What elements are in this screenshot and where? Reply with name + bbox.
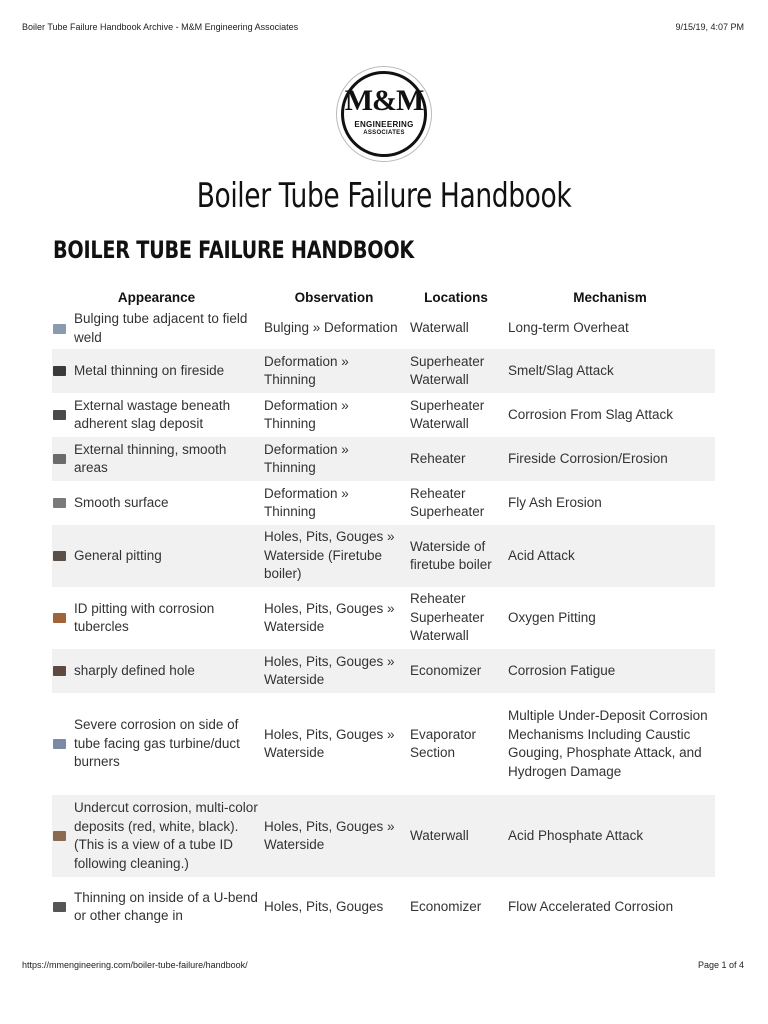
thumbnail-cell	[52, 437, 71, 481]
location-cell: Superheater Waterwall	[407, 349, 505, 393]
failure-thumbnail-icon[interactable]	[53, 454, 66, 464]
thumbnail-cell	[52, 649, 71, 693]
location-cell: Reheater Superheater Waterwall	[410, 591, 485, 644]
table-row	[52, 877, 715, 937]
appearance-cell: Bulging tube adjacent to field weld	[74, 311, 248, 345]
location-cell: Economizer	[410, 898, 482, 914]
table-row	[52, 308, 715, 349]
thumbnail-cell	[52, 481, 71, 525]
failure-thumbnail-icon[interactable]	[53, 498, 66, 508]
observation-cell[interactable]: Deformation » Thinning	[264, 485, 349, 519]
header-mechanism: Mechanism	[573, 289, 647, 305]
table-row	[52, 525, 715, 587]
section-heading: BOILER TUBE FAILURE HANDBOOK	[53, 236, 415, 264]
page-url: https://mmengineering.com/boiler-tube-failure/handbook/	[22, 960, 248, 970]
page-number: Page 1 of 4	[697, 960, 744, 970]
thumbnail-cell	[52, 693, 71, 795]
mechanism-cell: Oxygen Pitting	[508, 609, 596, 625]
failure-thumbnail-icon[interactable]	[53, 613, 66, 623]
mechanism-cell: Corrosion From Slag Attack	[508, 406, 674, 422]
mechanism-cell: Long-term Overheat	[508, 320, 629, 336]
header-appearance: Appearance	[117, 289, 196, 305]
observation-cell[interactable]: Holes, Pits, Gouges » Waterside	[264, 600, 395, 634]
location-cell: Superheater Waterwall	[410, 397, 485, 431]
mechanism-cell: Fireside Corrosion/Erosion	[505, 437, 715, 481]
logo-text-associates: ASSOCIATES	[363, 130, 405, 136]
table-row	[52, 393, 715, 437]
failure-thumbnail-icon[interactable]	[53, 902, 66, 912]
mechanism-cell: Flow Accelerated Corrosion	[508, 898, 674, 914]
mechanism-cell: Acid Attack	[505, 525, 715, 587]
location-cell: Waterwall	[407, 795, 505, 877]
mechanism-cell: Corrosion Fatigue	[505, 649, 715, 693]
mechanism-cell: Fly Ash Erosion	[508, 494, 602, 510]
table-row	[52, 349, 715, 393]
thumbnail-cell	[52, 393, 71, 437]
mechanism-cell: Multiple Under-Deposit Corrosion Mechanisms Including Caustic Gouging, Phosphate Attack, and Hydrogen Damage	[508, 708, 708, 779]
failure-thumbnail-icon[interactable]	[53, 366, 66, 376]
appearance-cell: External thinning, smooth areas	[71, 437, 261, 481]
location-cell: Waterside of firetube boiler	[407, 525, 505, 587]
table-row	[52, 649, 715, 693]
table-header-row	[52, 286, 715, 308]
table-row	[52, 481, 715, 525]
observation-cell[interactable]: Holes, Pits, Gouges » Waterside	[261, 649, 407, 693]
failure-thumbnail-icon[interactable]	[53, 831, 66, 841]
table-row	[52, 437, 715, 481]
header-locations: Locations	[424, 289, 488, 305]
appearance-cell: ID pitting with corrosion tubercles	[74, 600, 215, 634]
header-observation: Observation	[294, 289, 374, 305]
thumbnail-cell	[52, 587, 71, 649]
thumbnail-cell	[52, 525, 71, 587]
observation-cell[interactable]: Bulging » Deformation	[264, 320, 398, 336]
observation-cell[interactable]: Deformation » Thinning	[261, 437, 407, 481]
print-timestamp: 9/15/19, 4:07 PM	[675, 22, 744, 32]
logo-ring	[341, 71, 427, 157]
location-cell: Waterwall	[410, 320, 469, 336]
location-cell: Reheater	[407, 437, 505, 481]
thumbnail-cell	[52, 795, 71, 877]
appearance-cell: External wastage beneath adherent slag deposit	[74, 397, 231, 431]
table-row	[52, 693, 715, 795]
appearance-cell: Thinning on inside of a U-bend or other change in	[74, 889, 258, 923]
observation-cell[interactable]: Holes, Pits, Gouges » Waterside	[261, 795, 407, 877]
appearance-cell: Severe corrosion on side of tube facing gas turbine/duct burners	[74, 717, 240, 770]
thumbnail-cell	[52, 308, 71, 349]
thumbnail-cell	[52, 349, 71, 393]
failure-table	[52, 286, 715, 937]
appearance-cell: General pitting	[71, 525, 261, 587]
location-cell: Economizer	[407, 649, 505, 693]
appearance-cell: Metal thinning on fireside	[71, 349, 261, 393]
table-row	[52, 587, 715, 649]
observation-cell[interactable]: Holes, Pits, Gouges » Waterside	[264, 726, 395, 760]
thumbnail-cell	[52, 877, 71, 937]
appearance-cell: sharply defined hole	[71, 649, 261, 693]
browser-page-title: Boiler Tube Failure Handbook Archive - M&M Engineering Associates	[22, 22, 299, 32]
observation-cell[interactable]: Deformation » Thinning	[261, 349, 407, 393]
appearance-cell: Undercut corrosion, multi-color deposits (red, white, black). (This is a view of a tube ID following cleaning.)	[71, 795, 261, 877]
failure-thumbnail-icon[interactable]	[53, 324, 66, 334]
mechanism-cell: Acid Phosphate Attack	[505, 795, 715, 877]
location-cell: Evaporator Section	[410, 726, 477, 760]
failure-thumbnail-icon[interactable]	[53, 551, 66, 561]
table-row	[52, 795, 715, 877]
observation-cell[interactable]: Holes, Pits, Gouges » Waterside (Firetube boiler)	[261, 525, 407, 587]
company-logo[interactable]	[336, 66, 432, 162]
logo-text-engineering: ENGINEERING	[354, 120, 414, 129]
observation-cell[interactable]: Holes, Pits, Gouges	[264, 898, 384, 914]
failure-thumbnail-icon[interactable]	[53, 739, 66, 749]
failure-thumbnail-icon[interactable]	[53, 666, 66, 676]
observation-cell[interactable]: Deformation » Thinning	[264, 397, 349, 431]
table-body	[52, 308, 715, 937]
appearance-cell: Smooth surface	[74, 494, 169, 510]
logo-mark: M&M	[344, 84, 424, 117]
location-cell: Reheater Superheater	[410, 485, 485, 519]
mechanism-cell: Smelt/Slag Attack	[505, 349, 715, 393]
failure-thumbnail-icon[interactable]	[53, 410, 66, 420]
page-title: Boiler Tube Failure Handbook	[196, 176, 572, 216]
